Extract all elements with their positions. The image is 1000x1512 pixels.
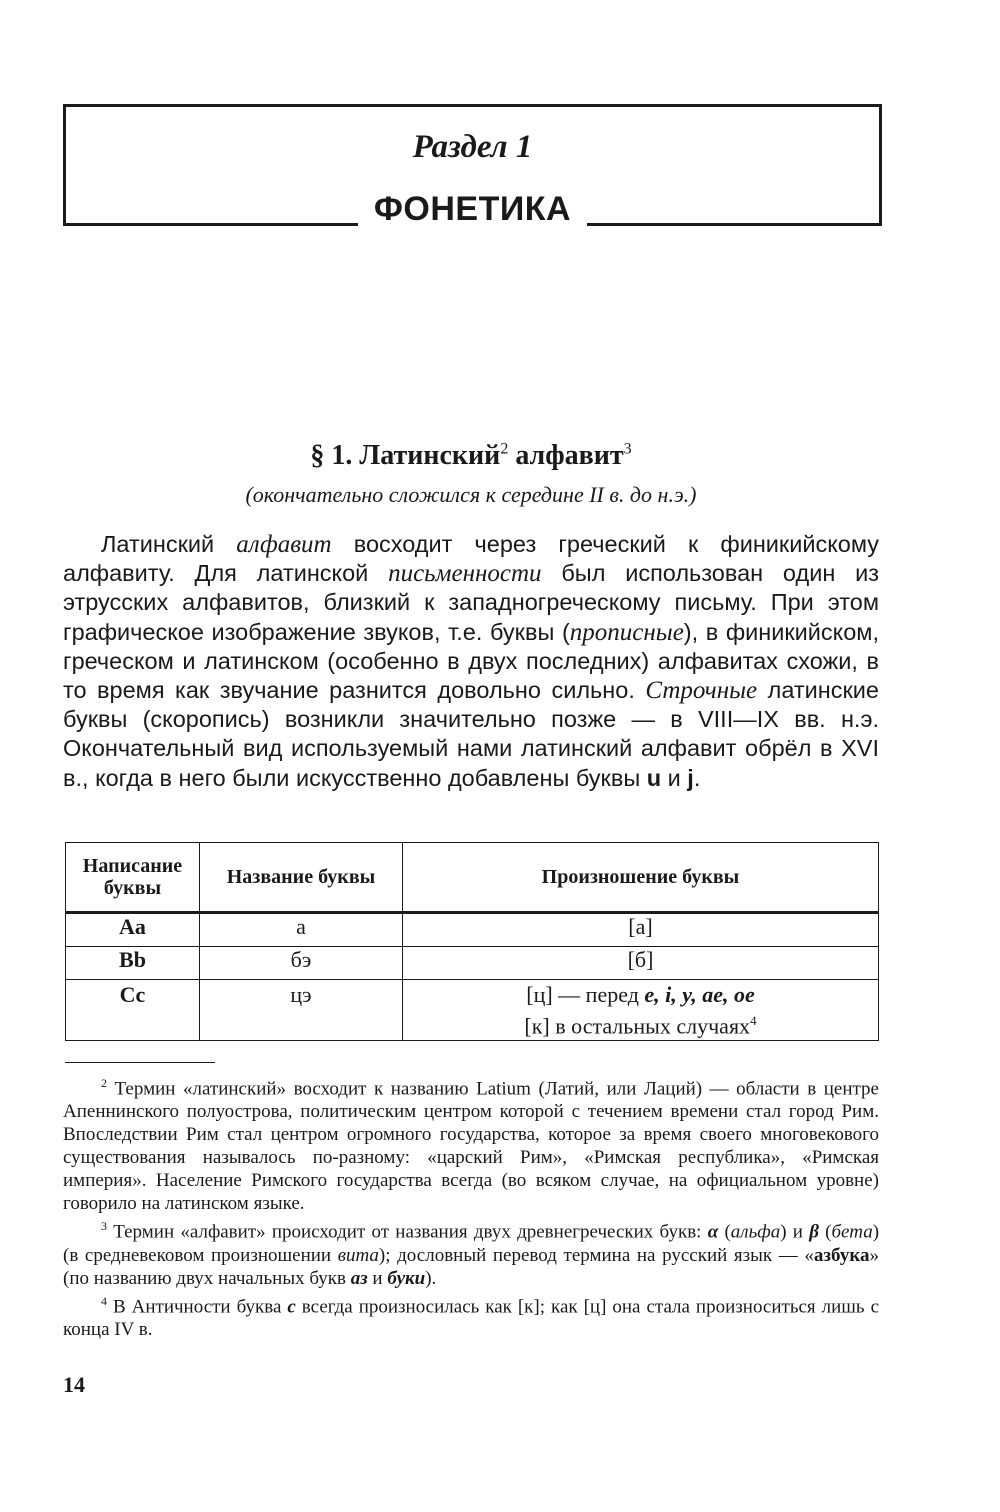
alphabet-table xyxy=(65,842,879,1041)
table-row xyxy=(66,947,879,980)
chapter-title-row xyxy=(63,189,882,229)
cell-spelling: Cc xyxy=(66,980,200,1041)
footnote-ref-2: 2 xyxy=(500,440,509,458)
cell-name: цэ xyxy=(200,980,403,1041)
title-rule-left xyxy=(63,223,358,226)
cell-pronunciation: [а] xyxy=(403,913,879,947)
cell-pronunciation: [б] xyxy=(403,947,879,980)
page-number: 14 xyxy=(63,1372,85,1397)
cell-pronunciation: [ц] — перед e, i, y, ae, oe [к] в остальных случаях$^4$ xyxy=(403,980,879,1041)
header-spelling: Написание буквы xyxy=(66,843,200,913)
cell-spelling: Aa xyxy=(66,913,200,947)
main-paragraph: Латинский алфавит восходит через греческий к финикийскому алфавиту. Для латинской письменности был использован один из этрусских алфавитов, близкий к западногреческому письму. При этом графическое изображение звуков, т.е. буквы (прописные), в финикийском, греческом и латинском (особенно в двух последних) алфавитах схожи, в то время как звучание разнится довольно сильно. Строчные латинские буквы (скоропись) возникли значительно позже — в VIII—IX вв. н.э. Окончательный вид используемый нами латинский алфавит обрёл в XVI в., когда в него были искусственно добавлены буквы u и j. xyxy=(63,531,879,791)
table-row xyxy=(66,980,879,1041)
chapter-title: ФОНЕТИКА xyxy=(373,190,572,228)
footnote-2: $^2$ Термин «латинский» восходит к названию Latium (Латий, или Лаций) — области в центре Апеннинского полуострова, политическим центром которой с течением времени стал город Рим. Впоследствии Рим стал центром огромного государства, которое за время своего многовекового существования называлось по-разному: «царский Рим», «Римская республика», «Римская империя». Население Римского государства всегда (во всяком случае, на официальном уровне) говорило на латинском языке. xyxy=(63,1076,879,1215)
header-name: Название буквы xyxy=(200,843,403,913)
footnote-separator xyxy=(65,1062,215,1063)
table-header-row xyxy=(66,843,879,913)
footnote-ref-3: 3 xyxy=(623,440,632,458)
title-rule-right xyxy=(587,223,882,226)
part-label: Раздел 1 xyxy=(412,129,533,165)
table-row xyxy=(66,913,879,947)
section-title: § 1. Латинский$^2$ алфавит$^3$ xyxy=(310,440,632,471)
cell-spelling: Bb xyxy=(66,947,200,980)
section-subtitle: (окончательно сложился к середине II в. до н.э.) xyxy=(245,482,697,507)
header-pronunciation: Произношение буквы xyxy=(403,843,879,913)
chapter-header-box xyxy=(63,104,882,228)
footnote-3: $^3$ Термин «алфавит» происходит от названия двух древнегреческих букв: α (альфа) и β (бета) (в средневековом произношении вита); дословный перевод термина на русский язык — «азбука» (по названию двух начальных букв аз и буки). xyxy=(63,1219,880,1289)
cell-name: бэ xyxy=(200,947,403,980)
cell-name: а xyxy=(200,913,403,947)
footnotes xyxy=(63,1072,879,1341)
footnote-4: $^4$ В Античности буква c всегда произносилась как [к]; как [ц] она стала произноситься лишь с конца IV в. xyxy=(63,1293,879,1340)
